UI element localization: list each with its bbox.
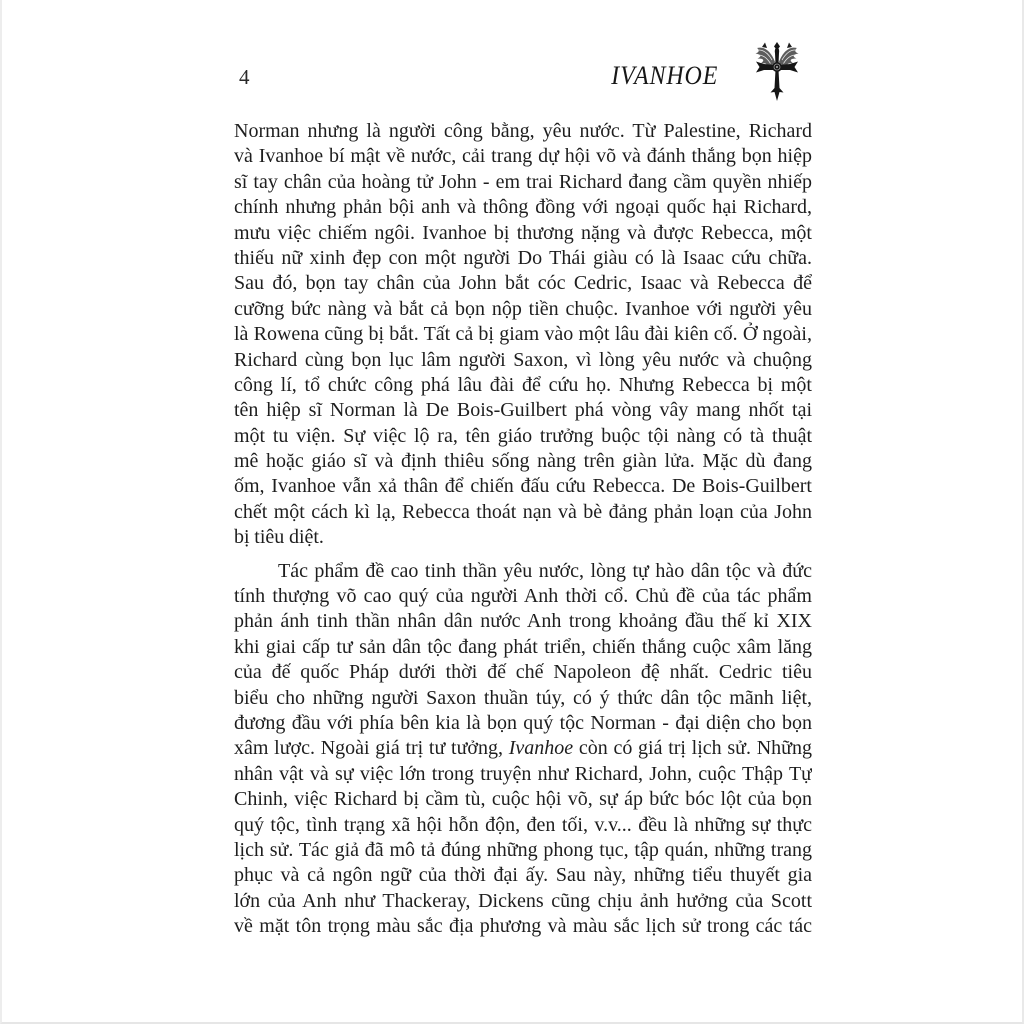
text-line: xâm lược. Ngoài giá trị tư tưởng, Ivanhoe còn có giá trị lịch sử. Những — [234, 737, 812, 760]
text-line: cưỡng bức nàng và bắt cả bọn nộp tiền chuộc. Ivanhoe với người yêu — [234, 297, 812, 320]
text-line: tính thượng võ cao quý của người Anh thời cổ. Chủ đề của tác phẩm — [234, 585, 812, 608]
paragraph — [234, 119, 812, 551]
running-head-title: IVANHOE — [611, 61, 718, 90]
text-line: khi giai cấp tư sản dân tộc đang phát triển, chiến thắng cuộc xâm lăng — [234, 635, 812, 658]
text-line: quý tộc, tình trạng xã hội hỗn độn, đen tối, v.v... đều là những sự thực — [234, 813, 812, 836]
text-line: tên hiệp sĩ Norman là De Bois-Guilbert phá vòng vây mang nhốt tại — [234, 399, 812, 422]
text-line: và Ivanhoe bí mật về nước, cải trang dự hội võ và đánh thắng bọn hiệp — [234, 145, 812, 168]
page-number: 4 — [239, 64, 250, 89]
text-line: biểu cho những người Saxon thuần túy, có ý thức dân tộc mãnh liệt, — [234, 686, 812, 709]
text-line: mê hoặc giáo sĩ và định thiêu sống nàng trên giàn lửa. Mặc dù đang — [234, 450, 812, 473]
text-line: Tác phẩm đề cao tinh thần yêu nước, lòng tự hào dân tộc và đức — [278, 559, 812, 582]
text-line: là Rowena cũng bị bắt. Tất cả bị giam vào một lâu đài kiên cố. Ở ngoài, — [234, 323, 812, 346]
header-right-group — [602, 42, 802, 102]
text-line: ốm, Ivanhoe vẫn xả thân để chiến đấu cứu Rebecca. De Bois-Guilbert — [234, 475, 812, 498]
text-line: lịch sử. Tác giả đã mô tả đúng những phong tục, tập quán, những trang — [234, 838, 812, 861]
text-line: nhân vật và sự việc lớn trong truyện như Richard, John, cuộc Thập Tự — [234, 762, 812, 785]
text-line: phục và cả ngôn ngữ của thời đại ấy. Sau này, những tiểu thuyết gia — [234, 864, 812, 887]
text-line: chết một cách kì lạ, Rebecca thoát nạn và bè đảng phản loạn của John — [234, 500, 812, 523]
text-line: lớn của Anh như Thackeray, Dickens cũng chịu ảnh hưởng của Scott — [234, 889, 812, 912]
text-line: về mặt tôn trọng màu sắc địa phương và màu sắc lịch sử trong các tác — [234, 915, 812, 938]
text-line: Chinh, việc Richard bị cầm tù, cuộc hội võ, sự áp bức bóc lột của bọn — [234, 788, 812, 811]
text-line: đương đầu với phía bên kia là bọn quý tộc Norman - đại diện cho bọn — [234, 711, 812, 734]
text-line: Richard cùng bọn lục lâm người Saxon, vì lòng yêu nước và chuộng — [234, 348, 812, 371]
body-text — [234, 119, 812, 940]
text-line: mưu việc chiếm ngôi. Ivanhoe bị thương nặng và được Rebecca, một — [234, 221, 812, 244]
paragraph — [234, 559, 812, 940]
text-line: của đế quốc Pháp dưới thời đế chế Napoleon đệ nhất. Cedric tiêu — [234, 661, 812, 684]
text-line: phản ánh tinh thần nhân dân nước Anh trong khoảng đầu thế kỉ XIX — [234, 610, 812, 633]
text-line: bị tiêu diệt. — [234, 526, 324, 549]
text-line: chính nhưng phản bội anh và thông đồng với ngoại quốc hại Richard, — [234, 196, 812, 219]
text-line: Norman nhưng là người công bằng, yêu nước. Từ Palestine, Richard — [234, 120, 812, 142]
text-line: công lí, tổ chức công phá lâu đài để cứu họ. Nhưng Rebecca bị một — [234, 373, 812, 396]
text-line: thiếu nữ xinh đẹp con một người Do Thái giàu có là Isaac cứu chữa. — [234, 246, 812, 269]
book-title-mention: Ivanhoe — [508, 737, 574, 760]
text-line: một tu viện. Sự việc lộ ra, tên giáo trưởng buộc tội nàng có tà thuật — [234, 424, 812, 447]
text-line: Sau đó, bọn tay chân của John bắt cóc Cedric, Isaac và Rebecca để — [234, 272, 812, 295]
winged-cross-ornament-icon — [752, 42, 802, 102]
text-line: sĩ tay chân của hoàng tử John - em trai Richard đang cầm quyền nhiếp — [234, 170, 812, 193]
page-header — [234, 40, 812, 104]
